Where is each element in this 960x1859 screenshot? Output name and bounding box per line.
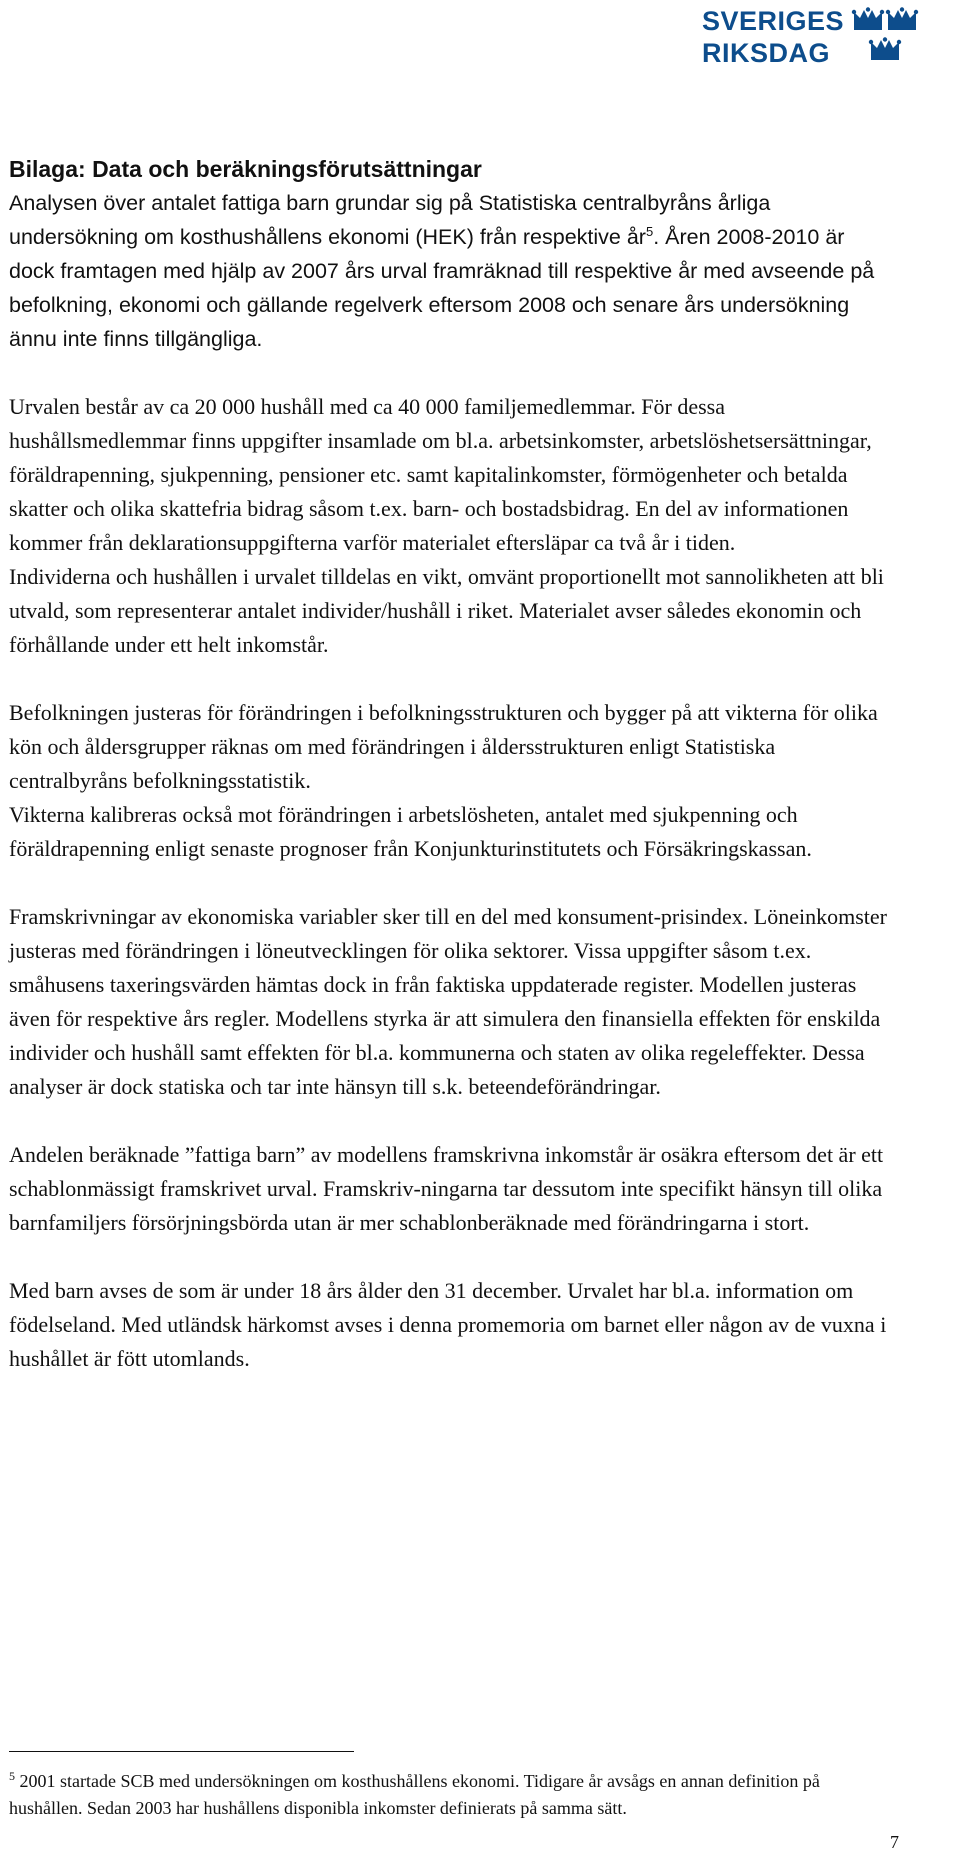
footnote-number: 5	[9, 1769, 15, 1783]
crown-icon	[869, 37, 901, 60]
riksdag-logo	[702, 4, 922, 66]
three-crowns-icon	[850, 6, 922, 64]
intro-text: Analysen över antalet fattiga barn grundar sig på Statistiska centralbyråns årliga undersökning om kosthushållens ekonomi (HEK) från respektive år	[9, 191, 771, 249]
paragraph-calibration: Vikterna kalibreras också mot förändringen i arbetslösheten, antalet med sjukpenning och föräldrapenning enligt senaste prognoser från Konjunkturinstitutets och Försäkringskassan.	[9, 802, 812, 861]
footnote-divider	[9, 1751, 354, 1752]
logo-line-riksdag: RIKSDAG	[702, 38, 831, 68]
crown-icon	[886, 7, 918, 30]
paragraph-population: Befolkningen justeras för förändringen i befolkningsstrukturen och bygger på att vikterna för olika kön och åldersgrupper räknas om med förändringen i åldersstrukturen enligt Statistiska centralbyråns befolkningsstatistik.	[9, 700, 878, 793]
intro-text-continued: . Åren 2008-2010 är dock framtagen med hjälp av 2007 års urval framräknad till respektive år med avseende på befolkning, ekonomi och gällande regelverk eftersom 2008 och senare års undersökning ännu inte finns tillgängliga.	[9, 225, 875, 351]
intro-paragraph	[9, 186, 889, 356]
appendix-heading: Bilaga: Data och beräkningsförutsättningar	[9, 156, 482, 182]
paragraph-projections: Framskrivningar av ekonomiska variabler sker till en del med konsument-prisindex. Löneinkomster justeras med förändringen i löneutvecklingen för olika sektorer. Vissa uppgifter såsom t.ex. småhusens taxeringsvärden hämtas dock in från faktiska uppdaterade register. Modellen justeras även för respektive års regler. Modellens styrka är att simulera den finansiella effekten för enskilda individer och hushåll samt effekten för bl.a. kommunerna och staten av olika regeleffekter. Dessa analyser är dock statiska och tar inte hänsyn till s.k. beteendeförändringar.	[9, 904, 887, 1099]
page-number: 7	[890, 1832, 899, 1852]
logo-line-sveriges: SVERIGES	[702, 6, 845, 36]
paragraph-definitions: Med barn avses de som är under 18 års ålder den 31 december. Urvalet har bl.a. information om födelseland. Med utländsk härkomst avses i denna promemoria om barnet eller någon av de vuxna i hushållet är fött utomlands.	[9, 1278, 887, 1371]
footnote-reference: 5	[645, 223, 654, 239]
paragraph-uncertainty: Andelen beräknade ”fattiga barn” av modellens framskrivna inkomstår är osäkra eftersom det är ett schablonmässigt framskrivet urval. Framskriv-ningarna tar dessutom inte specifikt hänsyn till olika barnfamiljers försörjningsbörda utan är mer schablonberäknade med förändringarna i stort.	[9, 1142, 884, 1235]
crown-icon	[852, 7, 884, 30]
footnote	[9, 1768, 889, 1822]
document-body	[9, 152, 889, 1376]
paragraph-weights: Individerna och hushållen i urvalet tilldelas en vikt, omvänt proportionellt mot sannolikheten att bli utvald, som representerar antalet individer/hushåll i riket. Materialet avser således ekonomin och förhållande under ett helt inkomstår.	[9, 564, 884, 657]
paragraph-sample: Urvalen består av ca 20 000 hushåll med ca 40 000 familjemedlemmar. För dessa hushållsmedlemmar finns uppgifter insamlade om bl.a. arbetsinkomster, arbetslöshetsersättningar, föräldrapenning, sjukpenning, pensioner etc. samt kapitalinkomster, förmögenheter och betalda skatter och olika skattefria bidrag såsom t.ex. barn- och bostadsbidrag. En del av informationen kommer från deklarationsuppgifterna varför materialet eftersläpar ca två år i tiden.	[9, 394, 872, 555]
footnote-text: 2001 startade SCB med undersökningen om kosthushållens ekonomi. Tidigare år avsågs en annan definition på hushållen. Sedan 2003 har hushållens disponibla inkomster definierats på samma sätt.	[9, 1771, 820, 1818]
